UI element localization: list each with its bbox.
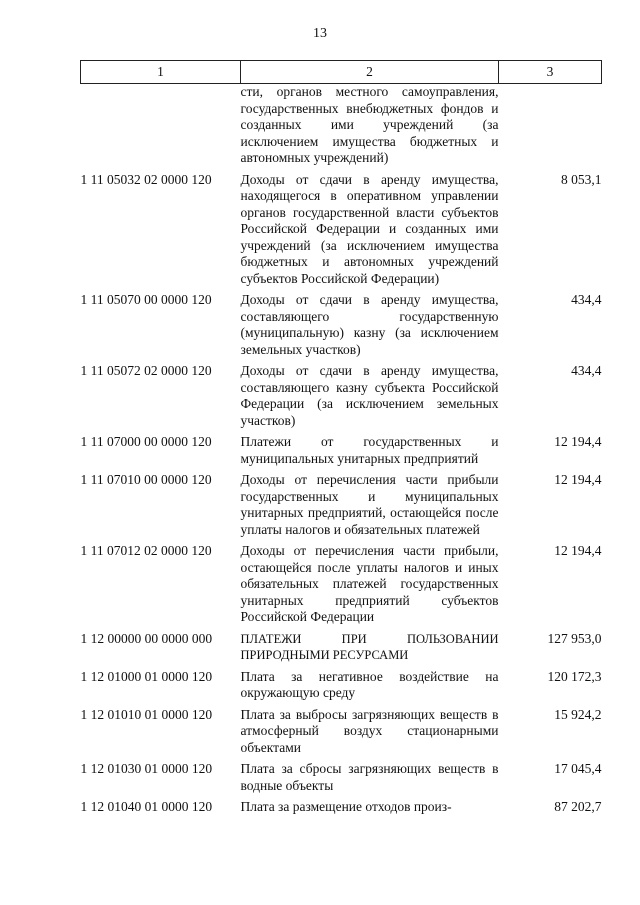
table-row [81,707,602,762]
row-code: 1 12 01000 01 0000 120 [80,668,213,684]
table-row [81,472,602,543]
row-amount: 12 194,4 [554,472,602,487]
row-name: Доходы от сдачи в аренду имущества, составляющего государственную (муниципальную) казну (за исключением земельных участков) [240,292,499,357]
row-code: 1 11 05070 00 0000 120 [80,292,212,307]
row-code: 1 11 07000 00 0000 120 [80,434,212,449]
row-amount: 127 953,0 [547,630,602,646]
row-code: 1 12 01010 01 0000 120 [80,706,213,722]
row-amount: 434,4 [571,363,602,378]
row-amount: 15 924,2 [554,706,602,722]
table-row [81,172,602,293]
row-amount: 434,4 [571,292,602,307]
column-header-amount: 3 [499,61,602,84]
row-amount: 8 053,1 [561,171,602,187]
table-row [81,799,602,821]
column-header-code: 1 [81,61,241,84]
table-row [81,761,602,799]
table-row [81,434,602,472]
row-amount: 120 172,3 [547,668,602,684]
row-amount: 12 194,4 [554,543,602,558]
row-code [81,84,241,172]
table-row [81,84,602,172]
row-name: Плата за размещение отходов произ- [240,799,452,814]
row-code: 1 11 05032 02 0000 120 [80,171,212,187]
table-row [81,363,602,434]
row-name: Плата за негативное воздействие на окружающую среду [240,668,499,700]
row-amount: 12 194,4 [554,434,602,449]
row-code: 1 12 01030 01 0000 120 [80,761,213,776]
row-name: сти, органов местного самоуправления, государственных внебюджетных фондов и созданных ими учреждений (за исключением имущества бюджетных и автономных учреждений) [240,84,499,165]
row-name: Доходы от перечисления части прибыли государственных и муниципальных унитарных предприятий, остающейся после уплаты налогов и обязательных платежей [240,472,499,537]
table-header-row [81,61,602,84]
table-row [81,631,602,669]
budget-table [80,60,602,821]
row-name: Доходы от перечисления части прибыли, остающейся после уплаты налогов и иных обязательных платежей государственных унитарных предприятий субъектов Российской Федерации [240,543,499,624]
row-code: 1 12 01040 01 0000 120 [80,799,213,814]
row-amount: 87 202,7 [554,799,602,814]
row-name: Доходы от сдачи в аренду имущества, составляющего казну субъекта Российской Федерации (за исключением земельных участков) [240,363,499,428]
row-name: Платежи от государственных и муниципальных унитарных предприятий [240,434,499,466]
table-row [81,292,602,363]
page-number: 13 [313,26,327,41]
row-code: 1 12 00000 00 0000 000 [80,630,213,646]
row-name: Плата за сбросы загрязняющих веществ в водные объекты [240,761,499,793]
table-row [81,669,602,707]
row-amount [499,84,602,172]
row-name: ПЛАТЕЖИ ПРИ ПОЛЬЗОВАНИИ ПРИРОДНЫМИ РЕСУРСАМИ [240,631,499,662]
row-code: 1 11 07010 00 0000 120 [80,472,212,487]
row-name: Доходы от сдачи в аренду имущества, находящегося в оперативном управлении органов государственной власти субъектов Российской Федерации и созданных ими учреждений (за исключением имущества бюджетных и автономных учреждений субъектов Российской Федерации) [240,171,499,286]
row-amount: 17 045,4 [554,761,602,776]
row-code: 1 11 05072 02 0000 120 [80,363,212,378]
column-header-name: 2 [241,61,499,84]
table-row [81,543,602,631]
row-name: Плата за выбросы загрязняющих веществ в атмосферный воздух стационарными объектами [240,706,499,755]
row-code: 1 11 07012 02 0000 120 [80,543,212,558]
